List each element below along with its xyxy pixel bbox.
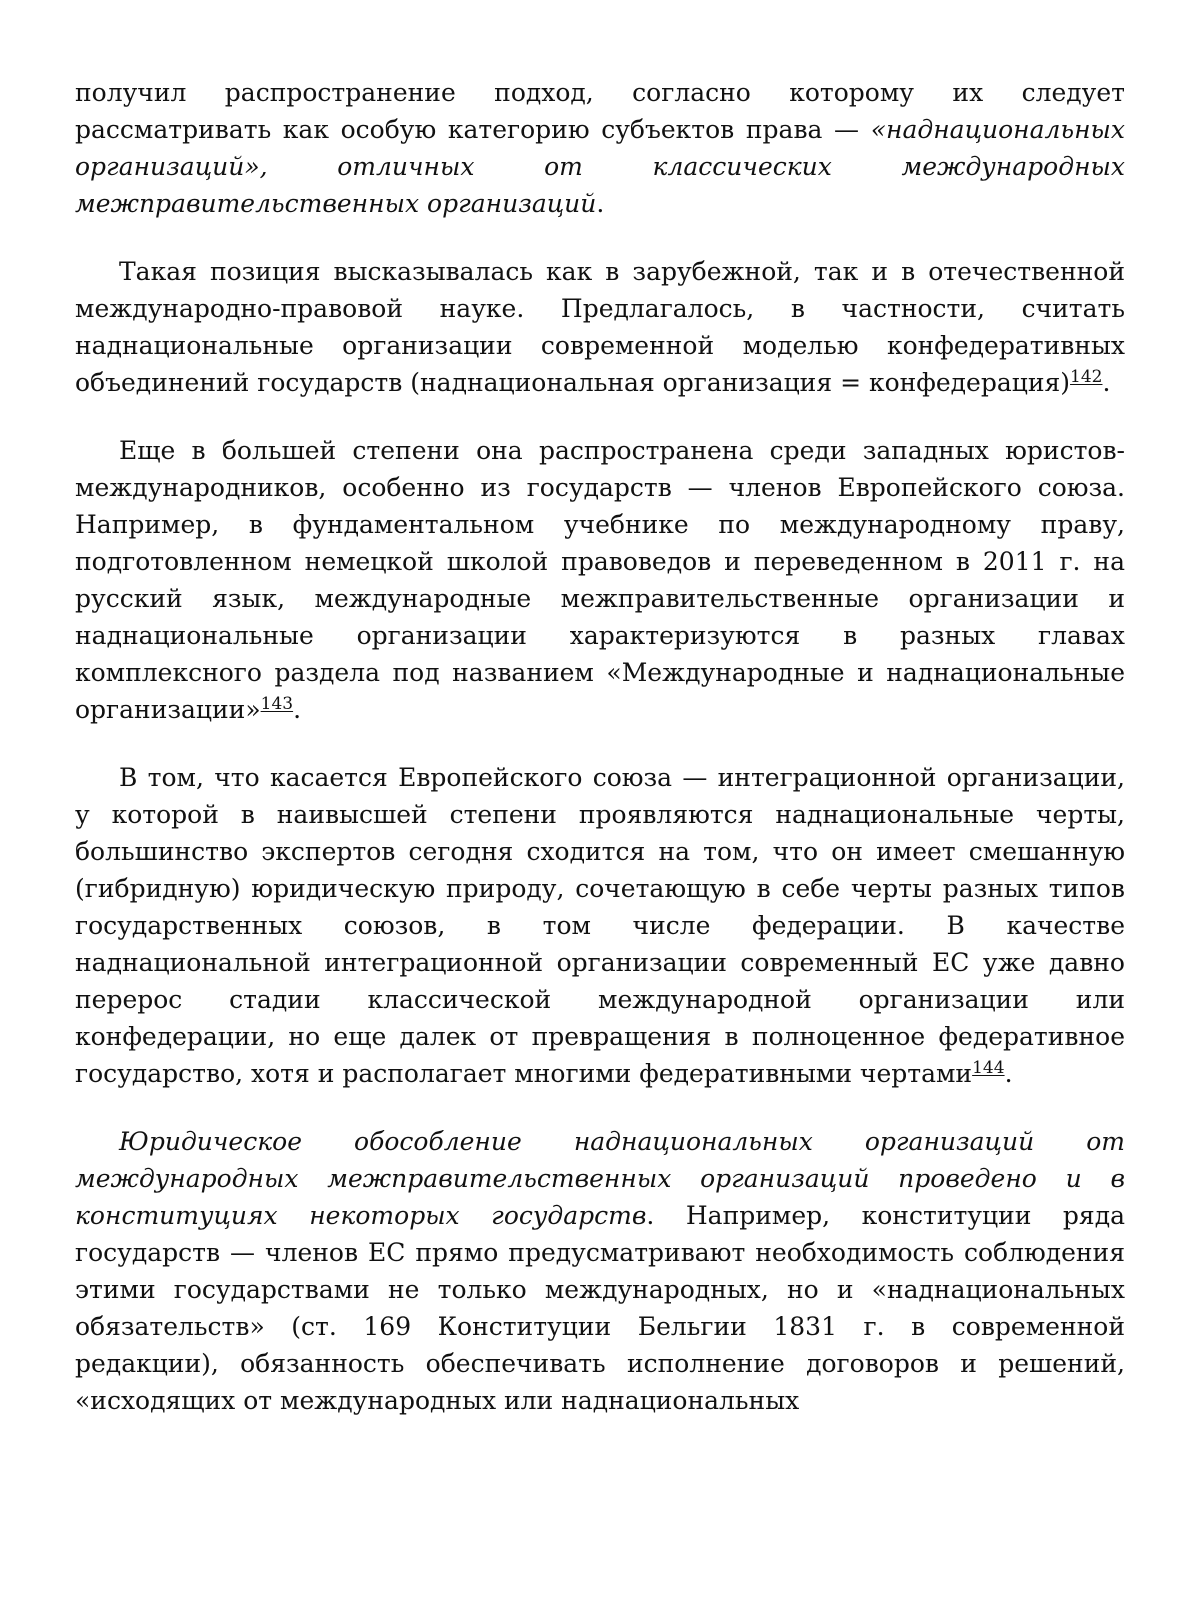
paragraph-text: . bbox=[1004, 1059, 1013, 1088]
paragraph-text: В том, что касается Европейского союза — интеграционной организации, у которой в наивысшей степени проявляются наднациональные черты, большинство экспертов сегодня сходится на том, что он имеет смешанную (гибридную) юридическую природу, сочетающую в себе черты разных типов государственных союзов, в том числе федерации. В качестве наднациональной интеграционной организации современный ЕС уже давно перерос стадии классической международной организации или конфедерации, но еще далек от превращения в полноценное федеративное государство, хотя и располагает многими федеративными чертами bbox=[75, 763, 1125, 1088]
italic-phrase: Юридическое обособление наднациональных организаций от международных межправительственных организаций проведено и в конституциях некоторых государств bbox=[75, 1127, 1125, 1230]
paragraph-text: получил распространение подход, согласно которому их следует рассматривать как особую категорию субъектов права — bbox=[75, 78, 1125, 144]
paragraph-text: . bbox=[1102, 368, 1111, 397]
paragraph-text: . Например, конституции ряда государств — членов ЕС прямо предусматривают необходимость соблюдения этими государствами не только международных, но и «наднациональных обязательств» (ст. 169 Конституции Бельгии 1831 г. в современной редакции), обязанность обеспечивать исполнение договоров и решений, «исходящих от международных или наднациональных bbox=[75, 1201, 1125, 1415]
paragraph-2 bbox=[75, 253, 1125, 401]
paragraph-text: . bbox=[596, 189, 605, 218]
paragraph-5 bbox=[75, 1123, 1125, 1419]
paragraph-1 bbox=[75, 74, 1125, 222]
paragraph-text: Такая позиция высказывалась как в зарубежной, так и в отечественной международно-правовой науке. Предлагалось, в частности, считать наднациональные организации современной моделью конфедеративных объединений государств (наднациональная организация = конфедерация) bbox=[75, 257, 1125, 397]
footnote-link-144[interactable]: 144 bbox=[972, 1058, 1005, 1078]
footnote-link-143[interactable]: 143 bbox=[260, 694, 294, 714]
paragraph-text: Еще в большей степени она распространена среди западных юристов-международников, особенно из государств — членов Европейского союза. Например, в фундаментальном учебнике по международному праву, подготовленном немецкой школой правоведов и переведенном в 2011 г. на русский язык, международные межправительственные организации и наднациональные организации характеризуются в разных главах комплексного раздела под названием «Международные и наднациональные организации» bbox=[75, 436, 1125, 724]
paragraph-text: . bbox=[293, 695, 302, 724]
paragraph-3 bbox=[75, 432, 1125, 728]
paragraph-4 bbox=[75, 759, 1125, 1092]
footnote-link-142[interactable]: 142 bbox=[1070, 367, 1103, 387]
italic-phrase: «наднациональных организаций», отличных от классических международных межправительственных организаций bbox=[75, 115, 1125, 218]
